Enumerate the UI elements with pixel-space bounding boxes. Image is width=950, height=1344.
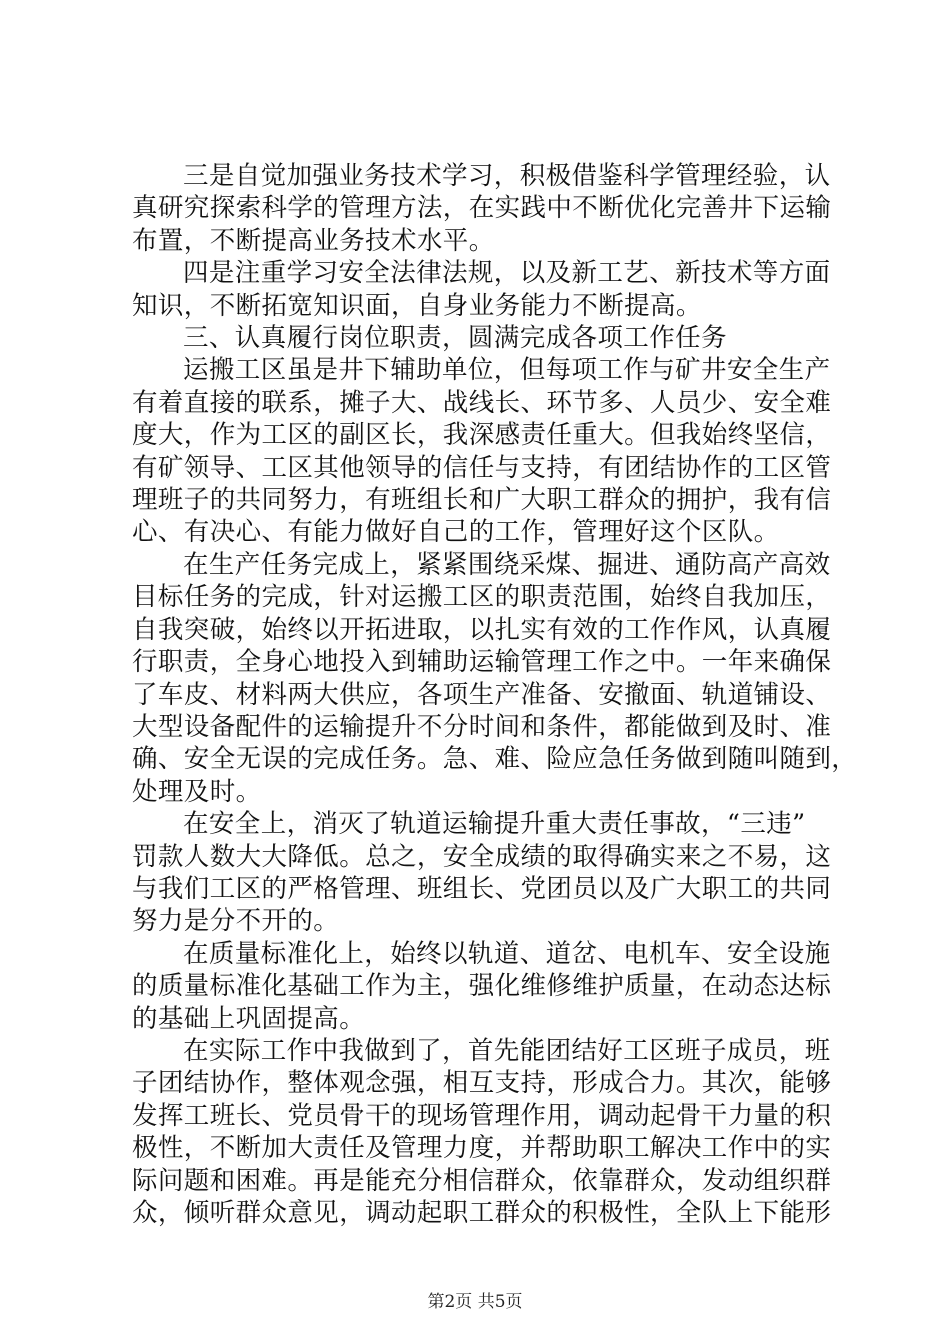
text-line: 心、有决心、有能力做好自己的工作，管理好这个区队。 [132,517,780,548]
text-line: 了车皮、材料两大供应，各项生产准备、安撤面、轨道铺设、 [132,679,832,710]
text-line: 在安全上，消灭了轨道运输提升重大责任事故，“三违” [183,809,806,840]
text-line: 有着直接的联系，摊子大、战线长、环节多、人员少、安全难 [132,387,832,418]
document-body [132,160,858,1229]
paragraph [132,1035,832,1229]
text-line: 罚款人数大大降低。总之，安全成绩的取得确实来之不易，这 [132,841,832,872]
text-line: 确、安全无误的完成任务。急、难、险应急任务做到随叫随到， [132,744,858,775]
text-line: 子团结协作，整体观念强，相互支持，形成合力。其次，能够 [132,1068,832,1099]
text-line: 三、认真履行岗位职责，圆满完成各项工作任务 [183,323,727,354]
paragraph [132,808,832,938]
text-line: 的质量标准化基础工作为主，强化维修维护质量，在动态达标 [132,971,832,1002]
text-line: 行职责，全身心地投入到辅助运输管理工作之中。一年来确保 [132,647,832,678]
text-line: 四是注重学习安全法律法规，以及新工艺、新技术等方面 [183,258,831,289]
text-line: 运搬工区虽是井下辅助单位，但每项工作与矿井安全生产 [183,355,831,386]
text-line: 发挥工班长、党员骨干的现场管理作用，调动起骨干力量的积 [132,1100,832,1131]
text-line: 有矿领导、工区其他领导的信任与支持，有团结协作的工区管 [132,452,832,483]
text-line: 的基础上巩固提高。 [132,1003,366,1034]
section-heading [132,322,832,354]
text-line: 三是自觉加强业务技术学习，积极借鉴科学管理经验，认 [183,161,831,191]
text-line: 真研究探索科学的管理方法，在实践中不断优化完善井下运输 [132,193,832,224]
text-line: 度大，作为工区的副区长，我深感责任重大。但我始终坚信， [132,420,832,451]
text-line: 极性，不断加大责任及管理力度，并帮助职工解决工作中的实 [132,1133,832,1164]
text-line: 在质量标准化上，始终以轨道、道岔、电机车、安全设施 [183,938,831,969]
text-line: 处理及时。 [132,776,262,807]
text-line: 众，倾听群众意见，调动起职工群众的积极性，全队上下能形 [132,1198,832,1228]
text-line: 布置，不断提高业务技术水平。 [132,225,495,256]
text-line: 际问题和困难。再是能充分相信群众，依靠群众，发动组织群 [132,1165,832,1196]
text-line: 自我突破，始终以开拓进取，以扎实有效的工作作风，认真履 [132,614,832,645]
text-line: 目标任务的完成，针对运搬工区的职责范围，始终自我加压， [132,582,832,613]
paragraph [132,257,832,322]
text-line: 知识，不断拓宽知识面，自身业务能力不断提高。 [132,290,702,321]
paragraph [132,549,858,808]
paragraph [132,938,832,1035]
text-line: 理班子的共同努力，有班组长和广大职工群众的拥护，我有信 [132,485,832,516]
page-number-footer: 第2页 共5页 [427,1292,523,1312]
text-line: 在生产任务完成上，紧紧围绕采煤、掘进、通防高产高效 [183,549,831,580]
text-line: 在实际工作中我做到了，首先能团结好工区班子成员，班 [183,1035,831,1066]
paragraph [132,160,832,257]
text-line: 大型设备配件的运输提升不分时间和条件，都能做到及时、准 [132,711,832,742]
text-line: 努力是分不开的。 [132,906,340,937]
paragraph [132,354,832,548]
text-line: 与我们工区的严格管理、班组长、党团员以及广大职工的共同 [132,873,832,904]
